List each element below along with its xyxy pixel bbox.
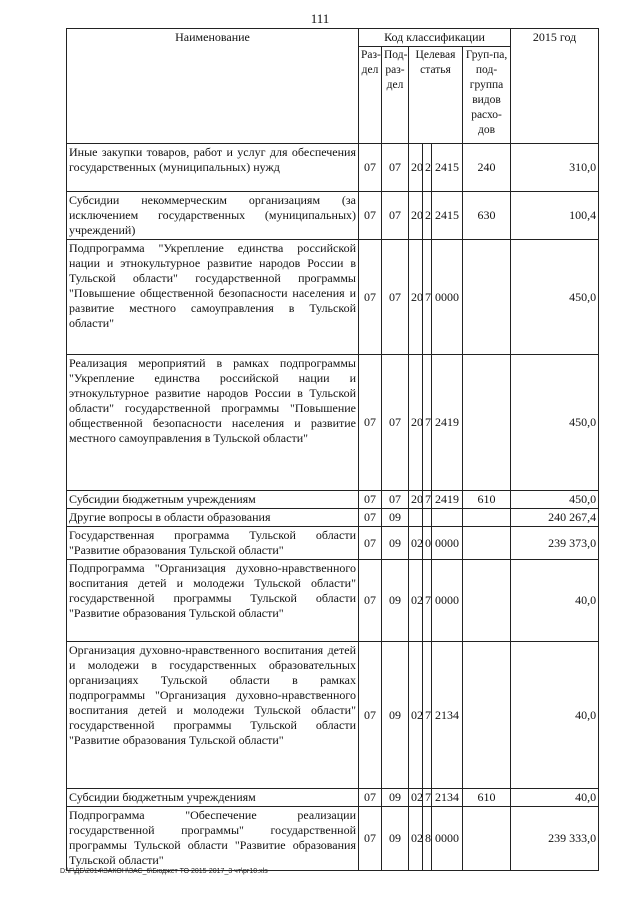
row-target-direction: 0000: [432, 527, 463, 560]
row-target-subprogram: 7: [423, 240, 432, 355]
row-name: Иные закупки товаров, работ и услуг для обеспечения государственных (муниципальных) нужд: [67, 144, 359, 192]
row-expense-type: [463, 527, 511, 560]
row-name: Субсидии бюджетным учреждениям: [67, 491, 359, 509]
table-row: [67, 491, 599, 509]
row-razdel: 07: [359, 491, 382, 509]
row-name: Реализация мероприятий в рамках подпрограммы "Укрепление единства российской нации и этнокультурное развитие народов России в Тульской области" государственной программы "Повышение общественной безопасности населения и развитие местного самоуправления в Тульской области": [67, 355, 359, 491]
row-podrazdel: 09: [382, 789, 409, 807]
row-name: Подпрограмма "Укрепление единства российской нации и этнокультурное развитие народов России в Тульской области" государственной программы "Повышение общественной безопасности населения и развитие местного самоуправления в Тульской области": [67, 240, 359, 355]
table-row: [67, 144, 599, 192]
row-target-subprogram: 8: [423, 807, 432, 871]
row-expense-type: [463, 355, 511, 491]
row-podrazdel: 07: [382, 192, 409, 240]
table-row: [67, 509, 599, 527]
row-amount: 240 267,4: [511, 509, 599, 527]
header-year: 2015 год: [511, 29, 599, 144]
row-target-program: 20: [409, 144, 423, 192]
row-target-direction: 2415: [432, 192, 463, 240]
table-body: [67, 144, 599, 871]
row-name: Подпрограмма "Организация духовно-нравственного воспитания детей и молодежи Тульской области" государственной программы Тульской области "Развитие образования Тульской области": [67, 560, 359, 642]
table-row: [67, 355, 599, 491]
row-amount: 100,4: [511, 192, 599, 240]
row-razdel: 07: [359, 144, 382, 192]
row-target-subprogram: 7: [423, 491, 432, 509]
row-target-subprogram: 7: [423, 789, 432, 807]
row-podrazdel: 09: [382, 642, 409, 789]
row-amount: 40,0: [511, 789, 599, 807]
table-row: [67, 807, 599, 871]
file-path-footer: D:\Г\ДБ\2014\ЗАКОН\ЗАС_6\Бюджет ТО 2015-2017_3 чт\рг10.xls: [60, 868, 268, 875]
row-target-program: 02: [409, 560, 423, 642]
row-name: Государственная программа Тульской области "Развитие образования Тульской области": [67, 527, 359, 560]
header-vid: Груп-па, под-группа видов расхо-дов: [463, 47, 511, 144]
row-amount: 40,0: [511, 642, 599, 789]
row-podrazdel: 09: [382, 560, 409, 642]
header-row-1: [67, 29, 599, 47]
row-expense-type: [463, 560, 511, 642]
row-expense-type: [463, 509, 511, 527]
row-name: Другие вопросы в области образования: [67, 509, 359, 527]
row-razdel: 07: [359, 560, 382, 642]
row-target-direction: [432, 509, 463, 527]
row-target-program: 02: [409, 807, 423, 871]
row-target-direction: 0000: [432, 240, 463, 355]
table-row: [67, 789, 599, 807]
row-razdel: 07: [359, 642, 382, 789]
row-target-program: 20: [409, 192, 423, 240]
row-expense-type: [463, 240, 511, 355]
row-target-subprogram: 7: [423, 355, 432, 491]
row-podrazdel: 09: [382, 527, 409, 560]
row-podrazdel: 09: [382, 807, 409, 871]
row-target-program: 20: [409, 355, 423, 491]
header-podrazdel: Под-раз-дел: [382, 47, 409, 144]
page-number: 111: [310, 11, 330, 26]
row-name: Организация духовно-нравственного воспитания детей и молодежи в государственных образовательных организациях Тульской области в рамках подпрограммы "Организация духовно-нравственного воспитания детей и молодежи Тульской области" государственной программы Тульской области "Развитие образования Тульской области": [67, 642, 359, 789]
table-row: [67, 642, 599, 789]
row-amount: 310,0: [511, 144, 599, 192]
row-target-subprogram: 0: [423, 527, 432, 560]
row-expense-type: [463, 807, 511, 871]
table-row: [67, 240, 599, 355]
row-expense-type: 610: [463, 789, 511, 807]
header-razdel: Раз-дел: [359, 47, 382, 144]
row-razdel: 07: [359, 192, 382, 240]
row-podrazdel: 07: [382, 240, 409, 355]
row-expense-type: [463, 642, 511, 789]
row-razdel: 07: [359, 807, 382, 871]
row-target-direction: 2134: [432, 642, 463, 789]
row-expense-type: 240: [463, 144, 511, 192]
row-target-direction: 0000: [432, 807, 463, 871]
row-amount: 450,0: [511, 491, 599, 509]
row-amount: 40,0: [511, 560, 599, 642]
row-razdel: 07: [359, 527, 382, 560]
row-podrazdel: 07: [382, 355, 409, 491]
row-razdel: 07: [359, 355, 382, 491]
row-target-direction: 2419: [432, 491, 463, 509]
row-target-program: 20: [409, 491, 423, 509]
row-amount: 239 373,0: [511, 527, 599, 560]
header-code: Код классификации: [359, 29, 511, 47]
row-target-subprogram: [423, 509, 432, 527]
table-row: [67, 527, 599, 560]
row-target-program: 02: [409, 642, 423, 789]
row-razdel: 07: [359, 789, 382, 807]
row-podrazdel: 07: [382, 491, 409, 509]
row-amount: 450,0: [511, 240, 599, 355]
row-name: Подпрограмма "Обеспечение реализации государственной программы" государственной программы Тульской области "Развитие образования Тульской области": [67, 807, 359, 871]
row-target-subprogram: 2: [423, 192, 432, 240]
header-name: Наименование: [67, 29, 359, 144]
row-razdel: 07: [359, 240, 382, 355]
row-amount: 450,0: [511, 355, 599, 491]
row-target-program: 02: [409, 527, 423, 560]
row-target-direction: 0000: [432, 560, 463, 642]
header-target: Целевая статья: [409, 47, 463, 144]
table-row: [67, 192, 599, 240]
row-target-direction: 2419: [432, 355, 463, 491]
row-expense-type: 630: [463, 192, 511, 240]
row-target-program: [409, 509, 423, 527]
row-expense-type: 610: [463, 491, 511, 509]
row-target-subprogram: 2: [423, 144, 432, 192]
row-target-subprogram: 7: [423, 560, 432, 642]
row-target-direction: 2415: [432, 144, 463, 192]
row-name: Субсидии бюджетным учреждениям: [67, 789, 359, 807]
row-podrazdel: 07: [382, 144, 409, 192]
row-target-direction: 2134: [432, 789, 463, 807]
row-target-subprogram: 7: [423, 642, 432, 789]
row-name: Субсидии некоммерческим организациям (за исключением государственных (муниципальных) учреждений): [67, 192, 359, 240]
row-amount: 239 333,0: [511, 807, 599, 871]
row-podrazdel: 09: [382, 509, 409, 527]
table-row: [67, 560, 599, 642]
budget-table: [66, 28, 599, 871]
row-target-program: 02: [409, 789, 423, 807]
row-razdel: 07: [359, 509, 382, 527]
row-target-program: 20: [409, 240, 423, 355]
